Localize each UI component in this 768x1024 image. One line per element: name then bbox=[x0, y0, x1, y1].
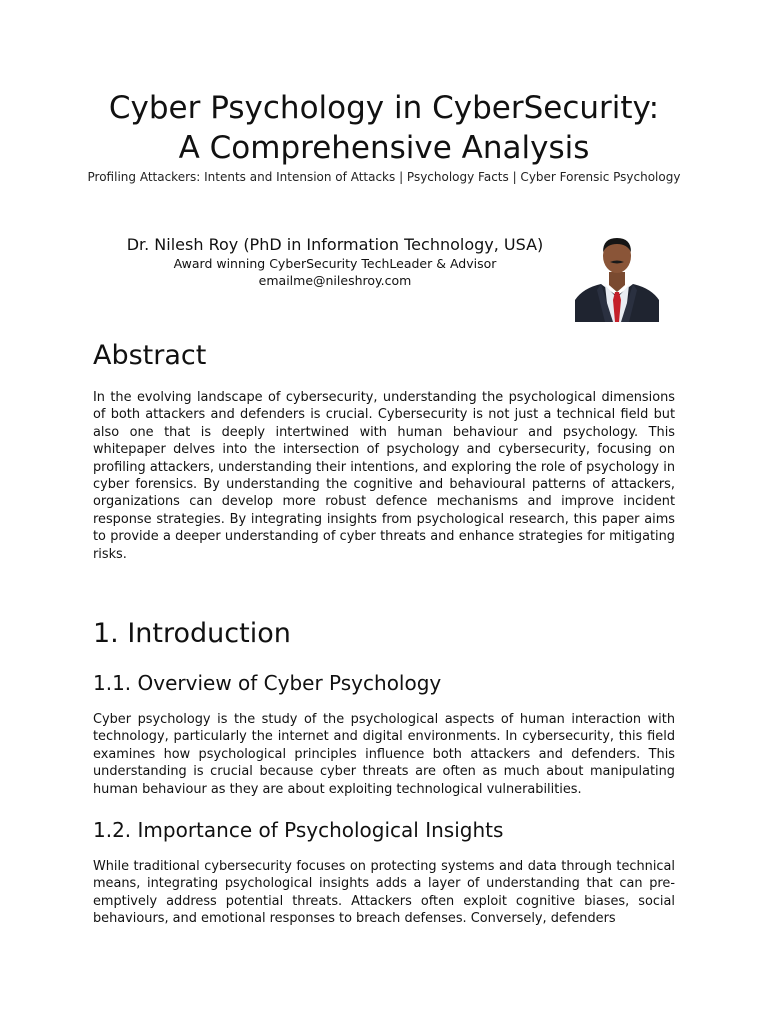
author-name: Dr. Nilesh Roy (PhD in Information Technology, USA) bbox=[126, 235, 544, 254]
author-role: Award winning CyberSecurity TechLeader & Advisor bbox=[173, 256, 497, 271]
abstract-heading: Abstract bbox=[93, 340, 207, 371]
title-line-1: Cyber Psychology in CyberSecurity: bbox=[108, 90, 660, 126]
author-block bbox=[100, 235, 570, 289]
abstract-text: In the evolving landscape of cybersecurity, understanding the psychological dimensions of both attackers and defenders is crucial. Cybersecurity is not just a technical field but also one that is deeply intertwined with human behaviour and psychology. This whitepaper delves into the intersection of psychology and cybersecurity, focusing on profiling attackers, understanding their intentions, and exploring the role of psychology in cyber forensics. By understanding the cognitive and behavioural patterns of attackers, organizations can develop more robust defence mechanisms and improve incident response strategies. By integrating insights from psychological research, this paper aims to provide a deeper understanding of cyber threats and enhance strategies for mitigating risks. bbox=[93, 390, 675, 562]
title-line-2: A Comprehensive Analysis bbox=[178, 130, 590, 166]
author-photo bbox=[575, 230, 659, 322]
introduction-heading: 1. Introduction bbox=[93, 618, 291, 649]
section-1-1-text: Cyber psychology is the study of the psychological aspects of human interaction with technology, particularly the internet and digital environments. In cybersecurity, this field examines how psychological principles influence both attackers and defenders. This understanding is crucial because cyber threats are often as much about manipulating human behaviour as they are about exploiting technological vulnerabilities. bbox=[93, 712, 675, 797]
subtitle: Profiling Attackers: Intents and Intension of Attacks | Psychology Facts | Cyber Forensic Psychology bbox=[87, 170, 681, 184]
section-1-2-heading: 1.2. Importance of Psychological Insights bbox=[93, 818, 504, 842]
author-email: emailme@nileshroy.com bbox=[258, 273, 412, 288]
title-block bbox=[60, 88, 708, 185]
section-1-2-text: While traditional cybersecurity focuses on protecting systems and data through technical means, integrating psychological insights adds a layer of understanding that can pre-emptively address potential threats. Attackers often exploit cognitive biases, social behaviours, and emotional responses to breach defenses. Conversely, defenders bbox=[93, 859, 675, 927]
section-1-1-heading: 1.1. Overview of Cyber Psychology bbox=[93, 671, 442, 695]
